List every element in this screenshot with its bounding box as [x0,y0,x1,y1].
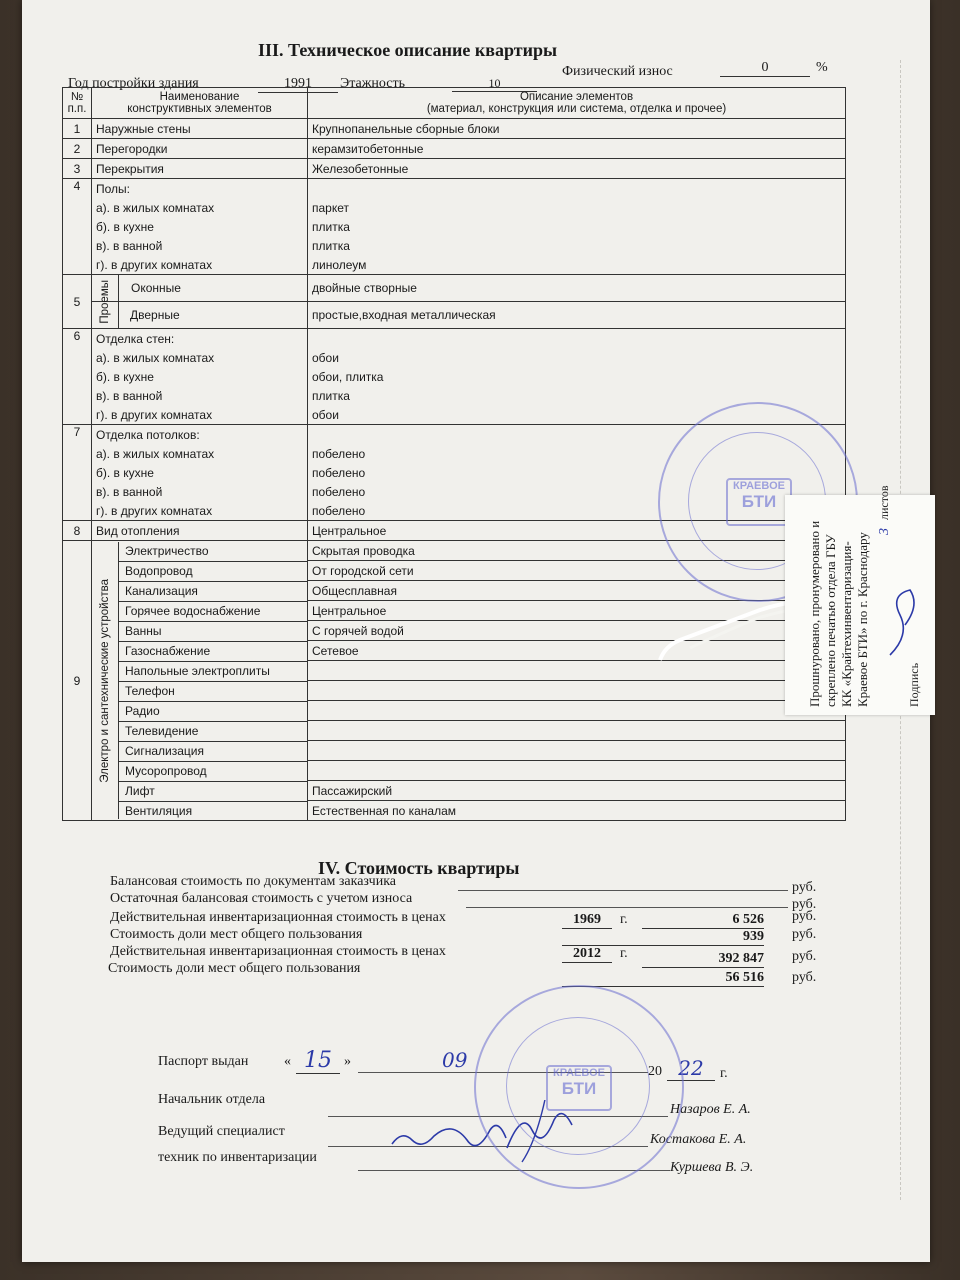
header-name-line2: конструктивных элементов [127,103,272,115]
cost-line-5-value: 392 847 [642,951,764,968]
floors-label: Этажность [340,76,405,91]
subrow-desc: простые,входная металлическая [308,302,846,329]
row-name: Перекрытия [92,159,308,179]
head-name: Назаров Е. А. [670,1102,751,1117]
subrow-desc: плитка [308,386,846,405]
issued-month: 09 [442,1048,468,1072]
row-desc: Крупнопанельные сборные блоки [308,119,846,139]
utility-desc [308,721,846,741]
cost-line-3-value: 6 526 [642,912,764,929]
utility-name: Мусоропровод [119,762,307,782]
head-label: Начальник отдела [158,1092,266,1107]
cost-line-2: Остаточная балансовая стоимость с учетом износа [110,891,413,906]
header-desc [308,88,846,119]
subrow-name: Дверные [92,302,308,329]
openings-group [92,275,119,329]
year-prefix: 20 [648,1064,662,1079]
row-desc [308,329,846,349]
utilities-group [92,542,119,819]
cost-line-1: Балансовая стоимость по документам заказчика [110,874,397,889]
utility-desc: Сетевое [308,641,846,661]
stamp-word2: БТИ [741,492,777,511]
issued-year: 22 [667,1056,715,1081]
row-number: 7 [63,425,92,521]
header-name-line1: Наименование [159,91,240,103]
subrow-name: а). в жилых комнатах [92,444,308,463]
header-desc-line2: (материал, конструкция или система, отделка и прочее) [426,103,727,115]
strip-signature [880,575,930,665]
subrow-desc: двойные створные [308,275,846,302]
issued-label: Паспорт выдан [158,1054,249,1069]
wear-value: 0 [720,60,810,77]
subrow-name: г). в других комнатах [92,405,308,425]
stamp-word1: КРАЕВОЕ [733,480,785,492]
row-name: Отделка потолков: [92,425,308,445]
utility-name: Горячее водоснабжение [119,602,307,622]
rub-4: руб. [792,927,817,942]
openings-group-label: Проемы [99,280,111,324]
subrow-name: б). в кухне [92,367,308,386]
table-subrow [63,236,846,255]
row-name: Наружные стены [92,119,308,139]
stamp-word1: КРАЕВОЕ [553,1067,605,1079]
row-number: 1 [63,119,92,139]
cost-line-3-year: 1969 [562,912,612,929]
strip-line-4: Краевое БТИ» по г. Краснодару [855,532,870,707]
utility-name: Телефон [119,682,307,702]
utility-desc: От городской сети [308,561,846,581]
floors-value: 10 [452,76,537,92]
subrow-desc: побелено [308,501,846,521]
subrow-name: а). в жилых комнатах [92,348,308,367]
utility-name: Лифт [119,782,307,802]
utility-name: Ванны [119,622,307,642]
table-row [63,119,846,139]
subrow-desc: обои [308,348,846,367]
subrow-name: б). в кухне [92,463,308,482]
row-desc: Железобетонные [308,159,846,179]
stamp-word2: БТИ [561,1079,597,1098]
utility-desc: С горячей водой [308,621,846,641]
row-number: 3 [63,159,92,179]
utilities-name-list [119,542,307,819]
utility-name: Газоснабжение [119,642,307,662]
utility-name: Напольные электроплиты [119,662,307,682]
section3-title: III. Техническое описание квартиры [258,40,558,60]
tech-label: техник по инвентаризации [158,1150,317,1165]
subrow-desc: побелено [308,482,846,501]
table-row [63,159,846,179]
wear-unit: % [816,60,828,75]
utility-desc: Скрытая проводка [308,541,846,561]
rub-3: руб. [792,909,817,924]
table-row [63,275,846,302]
rub-1: руб. [792,880,817,895]
row-number: 5 [63,275,92,329]
table-subrow [63,217,846,236]
build-year-value: 1991 [258,76,338,93]
utility-name: Сигнализация [119,742,307,762]
cost-line-4-value: 939 [562,929,764,946]
row-number: 2 [63,139,92,159]
subrow-name: в). в ванной [92,236,308,255]
header-no: № п.п. [63,88,92,119]
strip-line-1: Прошнуровано, пронумеровано и [807,520,822,707]
strip-sheets-count: 3 [877,528,892,535]
cost-line-1-blank [458,890,788,891]
cost-line-5-year: 2012 [562,946,612,963]
table-row [63,329,846,349]
subrow-name: в). в ванной [92,482,308,501]
issued-day: 15 [296,1048,340,1074]
lead-label: Ведущий специалист [158,1124,285,1139]
utility-name: Водопровод [119,562,307,582]
table-subrow [63,302,846,329]
tech-name: Куршева В. Э. [670,1160,754,1175]
utility-name: Электричество [119,542,307,562]
cost-line-6: Стоимость доли мест общего пользования [108,961,361,976]
rub-2: руб. [792,897,817,912]
table-header-row [63,88,846,119]
utility-name: Канализация [119,582,307,602]
cost-line-5: Действительная инвентаризационная стоимость в ценах [110,944,446,959]
row-desc [308,179,846,199]
row-name: Полы: [92,179,308,199]
cost-line-3: Действительная инвентаризационная стоимость в ценах [110,910,446,925]
subrow-name: б). в кухне [92,217,308,236]
strip-sign-label: Подпись [907,662,921,707]
row-name: Перегородки [92,139,308,159]
stamp-core [546,1065,612,1111]
subrow-desc: обои, плитка [308,367,846,386]
utility-name: Вентиляция [125,804,193,818]
subrow-desc: плитка [308,217,846,236]
subrow-desc: паркет [308,198,846,217]
utility-desc: Общесплавная [308,581,846,601]
close-quote: » [344,1054,351,1069]
header-name [92,88,308,119]
utility-desc [308,761,846,781]
subrow-desc: побелено [308,444,846,463]
utility-desc: Пассажирский [308,781,846,801]
cost-line-4: Стоимость доли мест общего пользования [110,927,363,942]
strip-line-3: КК «Крайтехинвентаризация- [839,541,854,707]
table-subrow [63,348,846,367]
row-number: 6 [63,329,92,425]
strip-sheets-label: листов [877,485,891,520]
subrow-desc: линолеум [308,255,846,275]
g-5: г. [620,946,628,961]
subrow-name: г). в других комнатах [92,255,308,275]
table-subrow [63,386,846,405]
table-subrow [63,255,846,275]
row-number: 8 [63,521,92,541]
rub-6: руб. [792,970,817,985]
table-subrow [63,198,846,217]
utilities-group-label: Электро и сантехнические устройства [99,578,111,783]
table-row [63,179,846,199]
stamp-core [726,478,792,526]
build-year-label: Год постройки здания [68,76,199,91]
row-name: Вид отопления [92,521,308,541]
utility-name: Телевидение [119,722,307,742]
utility-name: Радио [119,702,307,722]
subrow-name: г). в других комнатах [92,501,308,521]
row-number: 4 [63,179,92,275]
strip-line-2: скреплено печатью отдела ГБУ [823,534,838,707]
utility-desc: Центральное [308,601,846,621]
lead-name: Костакова Е. А. [650,1132,747,1147]
subrow-desc: побелено [308,463,846,482]
subrow-desc: обои [308,405,846,425]
open-quote: « [284,1054,291,1069]
cost-line-6-value: 56 516 [562,970,764,987]
utility-desc [308,701,846,721]
row-desc: керамзитобетонные [308,139,846,159]
subrow-name: а). в жилых комнатах [92,198,308,217]
table-row [63,139,846,159]
row-name: Отделка стен: [92,329,308,349]
utility-desc [308,741,846,761]
header-desc-line1: Описание элементов [519,91,634,103]
g-3: г. [620,912,628,927]
subrow-name: в). в ванной [92,386,308,405]
row-desc: Центральное [308,521,846,541]
utility-desc: Естественная по каналам [308,801,846,821]
subrow-name: Оконные [131,281,181,295]
binding-certificate-strip [785,485,935,715]
year-g: г. [720,1066,728,1081]
section4-title: IV. Стоимость квартиры [318,858,520,878]
subrow-desc: плитка [308,236,846,255]
utility-desc [308,681,846,701]
utilities-cell [92,541,308,821]
cost-line-2-blank [466,907,788,908]
row-number: 9 [63,541,92,821]
official-stamp-bottom [474,985,684,1189]
rub-5: руб. [792,949,817,964]
wear-label: Физический износ [562,64,673,79]
table-subrow [63,367,846,386]
